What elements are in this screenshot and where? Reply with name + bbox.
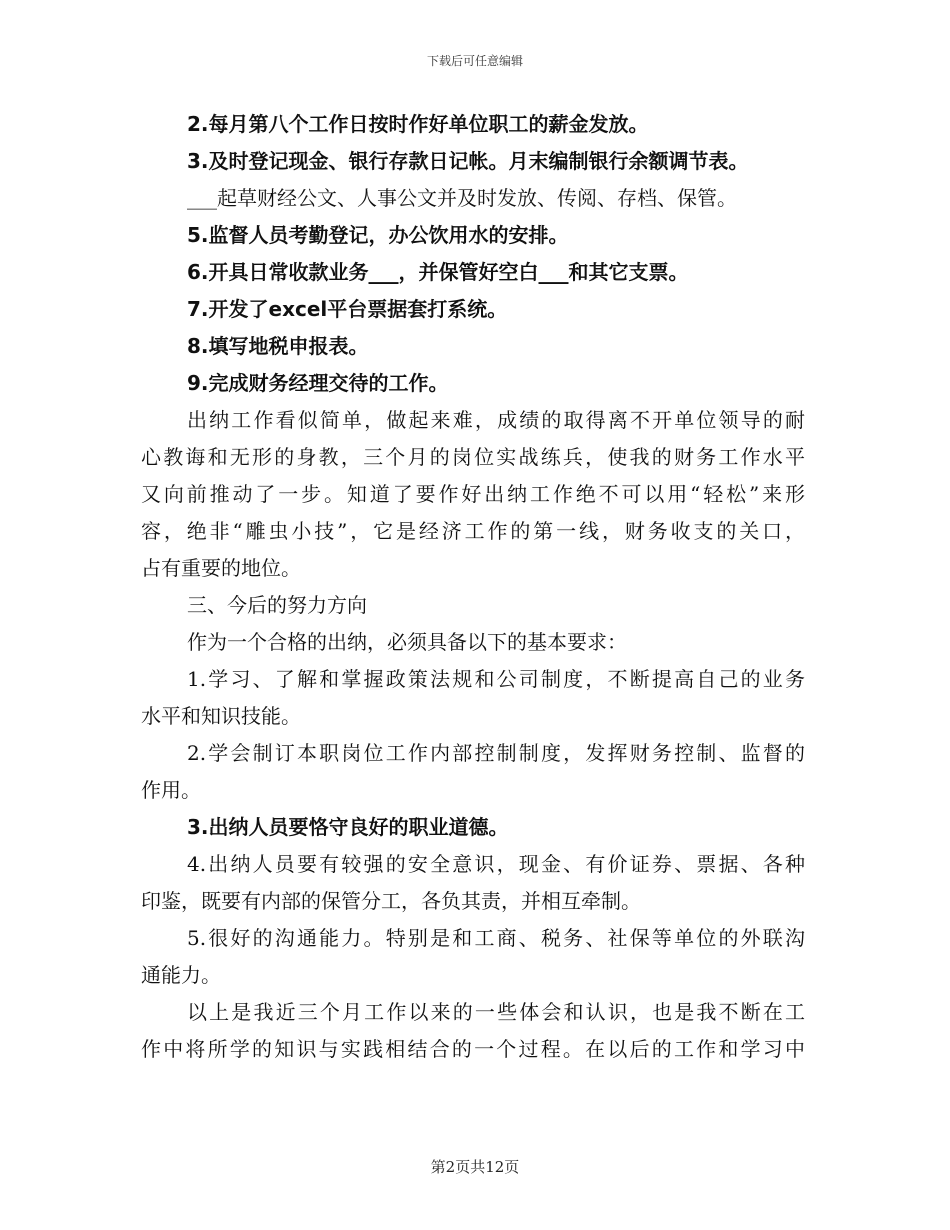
document-body: [141, 106, 805, 1068]
text-line: ___起草财经公文、人事公文并及时发放、传阅、存档、保管。: [187, 186, 737, 210]
page-number: 第2页共12页: [430, 1158, 520, 1176]
text-line: 5.监督人员考勤登记，办公饮用水的安排。: [187, 223, 569, 247]
text-line: 9.完成财务经理交待的工作。: [187, 371, 449, 395]
text-line: 5.很好的沟通能力。特别是和工商、税务、社保等单位的外联沟: [187, 926, 805, 950]
text-line: 心教诲和无形的身教，三个月的岗位实战练兵，使我的财务工作水平: [141, 445, 805, 469]
text-line: 通能力。: [141, 963, 221, 987]
text-line: 作为一个合格的出纳，必须具备以下的基本要求：: [187, 630, 627, 654]
text-line: 6.开具日常收款业务___，并保管好空白___和其它支票。: [187, 260, 689, 284]
text-line: 作中将所学的知识与实践相结合的一个过程。在以后的工作和学习中: [141, 1037, 805, 1061]
text-line: 7.开发了excel平台票据套打系统。: [187, 297, 508, 321]
text-line: 三、今后的努力方向: [187, 593, 367, 617]
text-line: 以上是我近三个月工作以来的一些体会和认识，也是我不断在工: [187, 1000, 805, 1024]
text-line: 2.每月第八个工作日按时作好单位职工的薪金发放。: [187, 112, 649, 136]
page-header: 下载后可任意编辑: [426, 54, 523, 68]
text-line: 容，绝非“雕虫小技”，它是经济工作的第一线，财务收支的关口，: [141, 519, 805, 543]
text-line: 3.及时登记现金、银行存款日记帐。月末编制银行余额调节表。: [187, 149, 749, 173]
text-line: 印鉴，既要有内部的保管分工，各负其责，并相互牵制。: [141, 889, 641, 913]
text-line: 2.学会制订本职岗位工作内部控制制度，发挥财务控制、监督的: [187, 741, 805, 765]
text-line: 1.学习、了解和掌握政策法规和公司制度，不断提高自己的业务: [187, 667, 805, 691]
text-line: 3.出纳人员要恪守良好的职业道德。: [187, 815, 509, 839]
text-line: 作用。: [141, 778, 201, 802]
text-line: 8.填写地税申报表。: [187, 334, 369, 358]
text-line: 出纳工作看似简单，做起来难，成绩的取得离不开单位领导的耐: [187, 408, 805, 432]
text-line: 又向前推动了一步。知道了要作好出纳工作绝不可以用“轻松”来形: [141, 482, 805, 506]
text-line: 占有重要的地位。: [141, 556, 301, 580]
text-line: 4.出纳人员要有较强的安全意识，现金、有价证券、票据、各种: [187, 852, 805, 876]
text-line: 水平和知识技能。: [141, 704, 301, 728]
